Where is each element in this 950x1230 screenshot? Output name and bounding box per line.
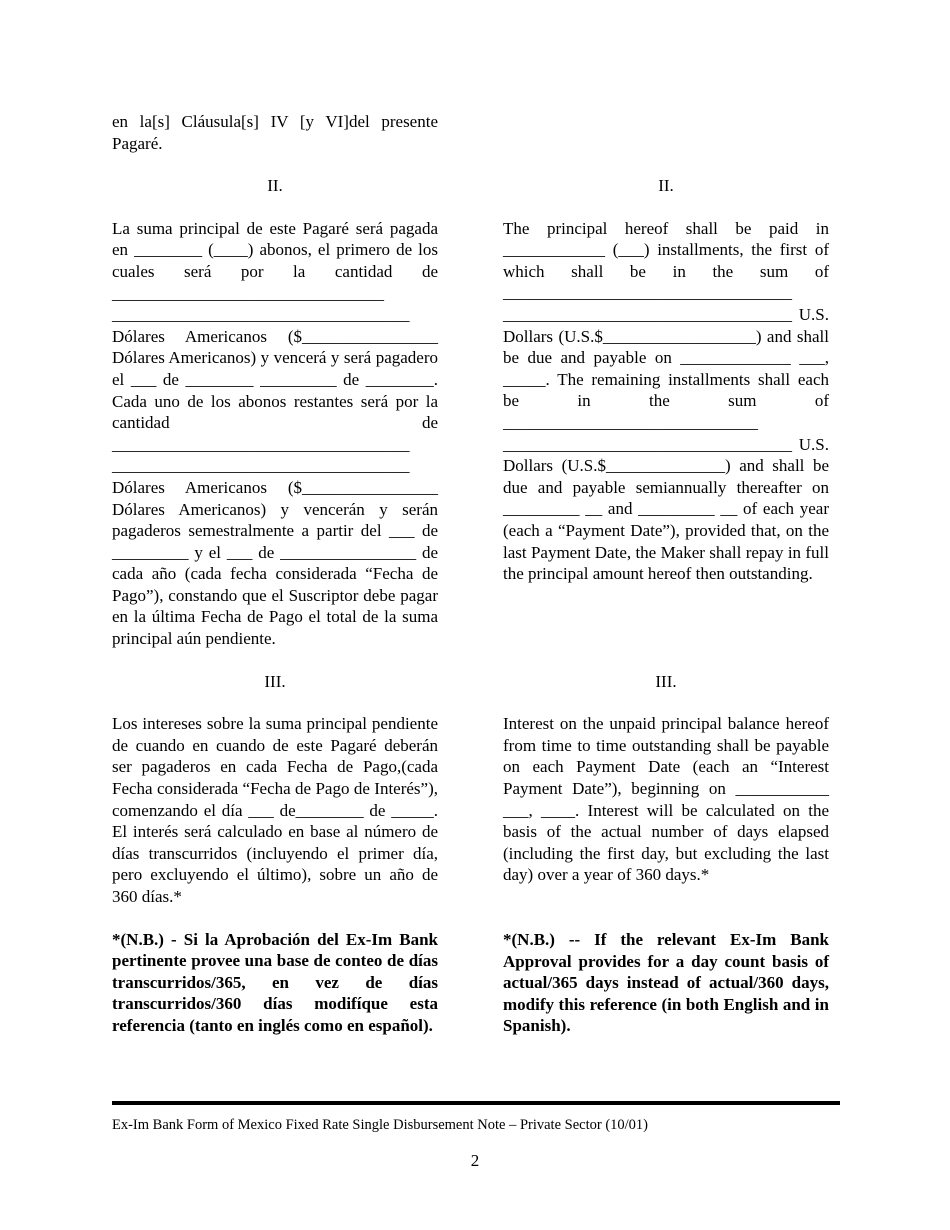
spanish-note: *(N.B.) - Si la Aprobación del Ex-Im Bank pertinente provee una base de conteo de días transcurridos/365, en vez de días transcurridos/360 días modifíque esta referencia (tanto en inglés como en español).	[112, 929, 438, 1035]
english-section-2-heading: II.	[658, 176, 674, 195]
spanish-section-3-heading: III.	[264, 671, 286, 691]
spanish-section-2-text: La suma principal de este Pagaré será pagada en ________ (____) abonos, el primero de los cuales será por la cantidad de ________________________________ ___________________________________ Dólares Americanos ($________________ Dólares Americanos) y vencerá y será pagadero el ___ de ________ _________ de ________. Cada uno de los abonos restantes será por la cantidad de ___________________________________ ___________________________________ Dólares Americanos ($________________ Dólares Americanos) y vencerán y serán pagaderos semestralmente a partir del ___ de _________ y el ___ de ________________ de cada año (cada fecha considerada “Fecha de Pago”), constando que el Suscriptor debe pagar en la última Fecha de Pago el total de la suma principal aún pendiente.	[112, 218, 438, 649]
spanish-section-3-text: Los intereses sobre la suma principal pendiente de cuando en cuando de este Pagaré deberán ser pagaderos en cada Fecha de Pago,(cada Fecha considerada “Fecha de Pago de Interés”), comenzando el día ___ de________ de _____. El interés será calculado en base al número de días transcurridos (incluyendo el primer día, pero excluyendo el último), sobre un año de 360 días.*	[112, 714, 438, 906]
spanish-column	[112, 111, 438, 1058]
page-number: 2	[470, 1151, 480, 1170]
spanish-section-2-heading: II.	[267, 176, 283, 196]
english-section-3-heading: III.	[655, 671, 677, 691]
footer-rule	[112, 1101, 840, 1105]
english-section-2-text: The principal hereof shall be paid in ____________ (___) installments, the first of which shall be in the sum of __________________________________ __________________________________ U.S. Dollars (U.S.$__________________) and shall be due and payable on _____________ ___, _____. The remaining installments shall each be in the sum of ______________________________ __________________________________ U.S. Dollars (U.S.$______________) and shall be due and payable semiannually thereafter on _________ __ and _________ __ of each year (each a “Payment Date”), provided that, on the last Payment Date, the Maker shall repay in full the principal amount hereof then outstanding.	[503, 218, 829, 584]
english-section-3-text: Interest on the unpaid principal balance hereof from time to time outstanding shall be payable on each Payment Date (each an “Interest Payment Date”), beginning on ___________ ___, ____. Interest will be calculated on the basis of the actual number of days elapsed (including the first day, but excluding the last day) over a year of 360 days.*	[503, 714, 829, 885]
english-note: *(N.B.) -- If the relevant Ex-Im Bank Approval provides for a day count basis of actual/365 days instead of actual/360 days, modify this reference (in both English and in Spanish).	[503, 930, 829, 1036]
english-column	[503, 175, 829, 1058]
spanish-continuation: en la[s] Cláusula[s] IV [y VI]del presente Pagaré.	[112, 112, 438, 153]
footer-text: Ex-Im Bank Form of Mexico Fixed Rate Single Disbursement Note – Private Sector (10/01)	[112, 1117, 649, 1133]
